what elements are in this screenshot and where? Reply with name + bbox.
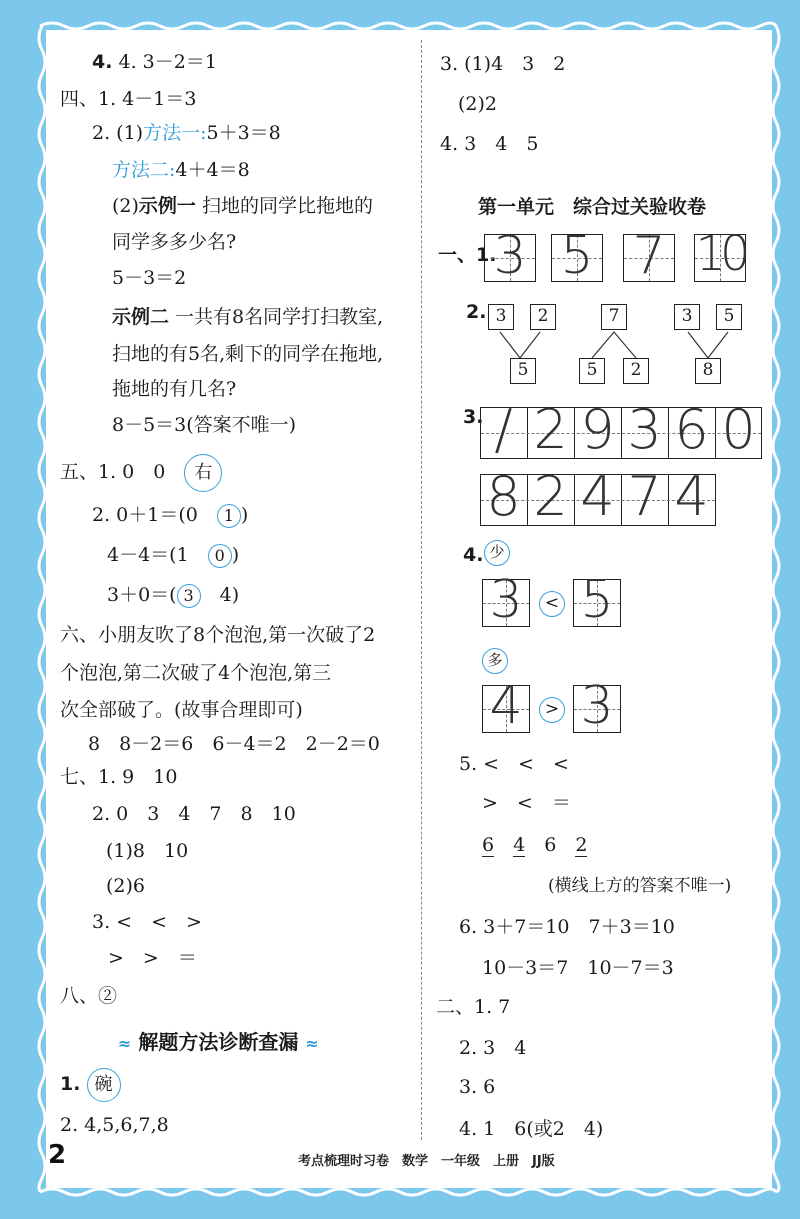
- band-digit: 4: [580, 465, 615, 528]
- bond-box: 2: [623, 358, 649, 384]
- section-five-q2-a: 2. 0＋1＝(0 1 ): [92, 504, 249, 526]
- section-heading: ≈ 解题方法诊断查漏 ≈: [118, 1030, 319, 1054]
- section-six-story-2: 个泡泡,第二次破了4个泡泡,第三: [60, 662, 332, 684]
- band-digit: 2: [533, 398, 568, 461]
- section-eight: 八、②: [60, 985, 118, 1007]
- band-digit: 4: [674, 465, 709, 528]
- bond-box: 5: [716, 304, 742, 330]
- footer-title: 考点梳理时习卷 数学 一年级 上册 JJ版: [298, 1154, 555, 1169]
- r-part2-q2: 2. 3 4: [459, 1037, 527, 1059]
- r-part1-q1-label: 一、1.: [438, 244, 497, 266]
- r-part1-q5-c: 6 4 6 2: [482, 834, 588, 856]
- example-two-cont2: 拖地的有几名?: [112, 378, 237, 400]
- grid-digit: 7: [632, 226, 666, 286]
- q2-method-two: 方法二:4＋4＝8: [112, 159, 250, 181]
- q2-method-one: 2. (1)方法一:5＋3＝8: [92, 122, 281, 144]
- band-digit: 0: [721, 398, 756, 461]
- circled-answer: 1: [217, 504, 241, 528]
- band-digit: 7: [627, 465, 662, 528]
- section-seven-q2-1: (1)8 10: [106, 840, 189, 862]
- r-part2-q4: 4. 1 6(或2 4): [459, 1118, 604, 1140]
- r-part1-q4-label: 4.: [463, 544, 484, 566]
- section-six-equations: 8 8－2＝6 6－4＝2 2－2＝0: [88, 733, 380, 755]
- example-two-eq: 8－5＝3(答案不唯一): [112, 414, 297, 436]
- band-digit: /: [494, 398, 513, 461]
- page-number: 2: [48, 1140, 67, 1170]
- grid-digit: 4: [489, 676, 523, 736]
- example-two-cont1: 扫地的有5名,剩下的同学在拖地,: [112, 343, 384, 365]
- grid-digit: 3: [493, 226, 527, 286]
- r-q4: 4. 3 4 5: [440, 133, 539, 155]
- grid-digit: 5: [560, 226, 594, 286]
- compare-symbol: <: [539, 591, 565, 617]
- q4-answer: 4. 4. 3－2＝1: [92, 51, 217, 73]
- unit-title: 第一单元 综合过关验收卷: [478, 196, 707, 218]
- r-part1-q6-b: 10－3＝7 10－7＝3: [482, 957, 674, 979]
- band-digit: 2: [533, 465, 568, 528]
- r-part2-q1: 二、1. 7: [436, 996, 511, 1018]
- r-part1-q2-label: 2.: [466, 301, 487, 323]
- circled-answer: 碗: [87, 1068, 121, 1102]
- bond-box: 3: [674, 304, 700, 330]
- section-seven-q1: 七、1. 9 10: [60, 766, 178, 788]
- band-digit: 3: [627, 398, 662, 461]
- bond-box: 3: [488, 304, 514, 330]
- section-six-story-1: 六、小朋友吹了8个泡泡,第一次破了2: [60, 624, 376, 646]
- band-digit: 6: [674, 398, 709, 461]
- r-q3: 3. (1)4 3 2: [440, 53, 566, 75]
- circled-answer: 少: [484, 540, 510, 566]
- section-four-q1: 四、1. 4－1＝3: [60, 88, 197, 110]
- bond-box: 2: [530, 304, 556, 330]
- band-digit: 9: [580, 398, 615, 461]
- example-one-cont: 同学多多少名?: [112, 231, 237, 253]
- example-one: (2)示例一 扫地的同学比拖地的: [112, 195, 373, 217]
- r-part1-q6: 6. 3＋7＝10 7＋3＝10: [459, 916, 675, 938]
- section-five-q2-b: 4－4＝(1 0 ): [107, 544, 240, 566]
- r-part1-q5: 5. < < <: [459, 753, 569, 775]
- section-seven-q2-2: (2)6: [106, 875, 146, 897]
- circled-answer: 3: [177, 584, 201, 608]
- r-note: (横线上方的答案不唯一): [548, 876, 732, 896]
- r-part1-q5-b: > < ＝: [482, 792, 571, 814]
- section-five-q2-c: 3＋0＝( 3 4): [107, 584, 240, 606]
- grid-digit: 3: [580, 676, 614, 736]
- grid-digit: 5: [580, 570, 614, 630]
- section-seven-q3: 3. < < >: [92, 911, 202, 933]
- circled-answer: 多: [482, 648, 508, 674]
- grid-digit: 10: [695, 226, 745, 282]
- section-six-story-3: 次全部破了。(故事合理即可): [60, 699, 303, 721]
- method-q2: 2. 4,5,6,7,8: [60, 1114, 169, 1136]
- grid-digit: 3: [489, 570, 523, 630]
- compare-symbol: >: [539, 697, 565, 723]
- section-seven-q3-b: > > ＝: [108, 947, 197, 969]
- bond-box: 5: [510, 358, 536, 384]
- r-q3-2: (2)2: [458, 93, 498, 115]
- circled-answer: 右: [184, 454, 222, 492]
- circled-answer: 0: [208, 544, 232, 568]
- bond-box: 8: [695, 358, 721, 384]
- r-part1-q3-label: 3.: [463, 406, 484, 428]
- band-digit: 8: [486, 465, 521, 528]
- example-two: 示例二 一共有8名同学打扫教室,: [112, 306, 384, 328]
- method-q1: 1. 碗: [60, 1068, 121, 1102]
- bond-box: 5: [579, 358, 605, 384]
- section-seven-q2: 2. 0 3 4 7 8 10: [92, 803, 296, 825]
- section-five-q1: 五、1. 0 0 右: [60, 454, 222, 492]
- example-one-eq: 5－3＝2: [112, 267, 187, 289]
- r-part2-q3: 3. 6: [459, 1076, 496, 1098]
- column-divider: [421, 40, 422, 1140]
- bond-box: 7: [601, 304, 627, 330]
